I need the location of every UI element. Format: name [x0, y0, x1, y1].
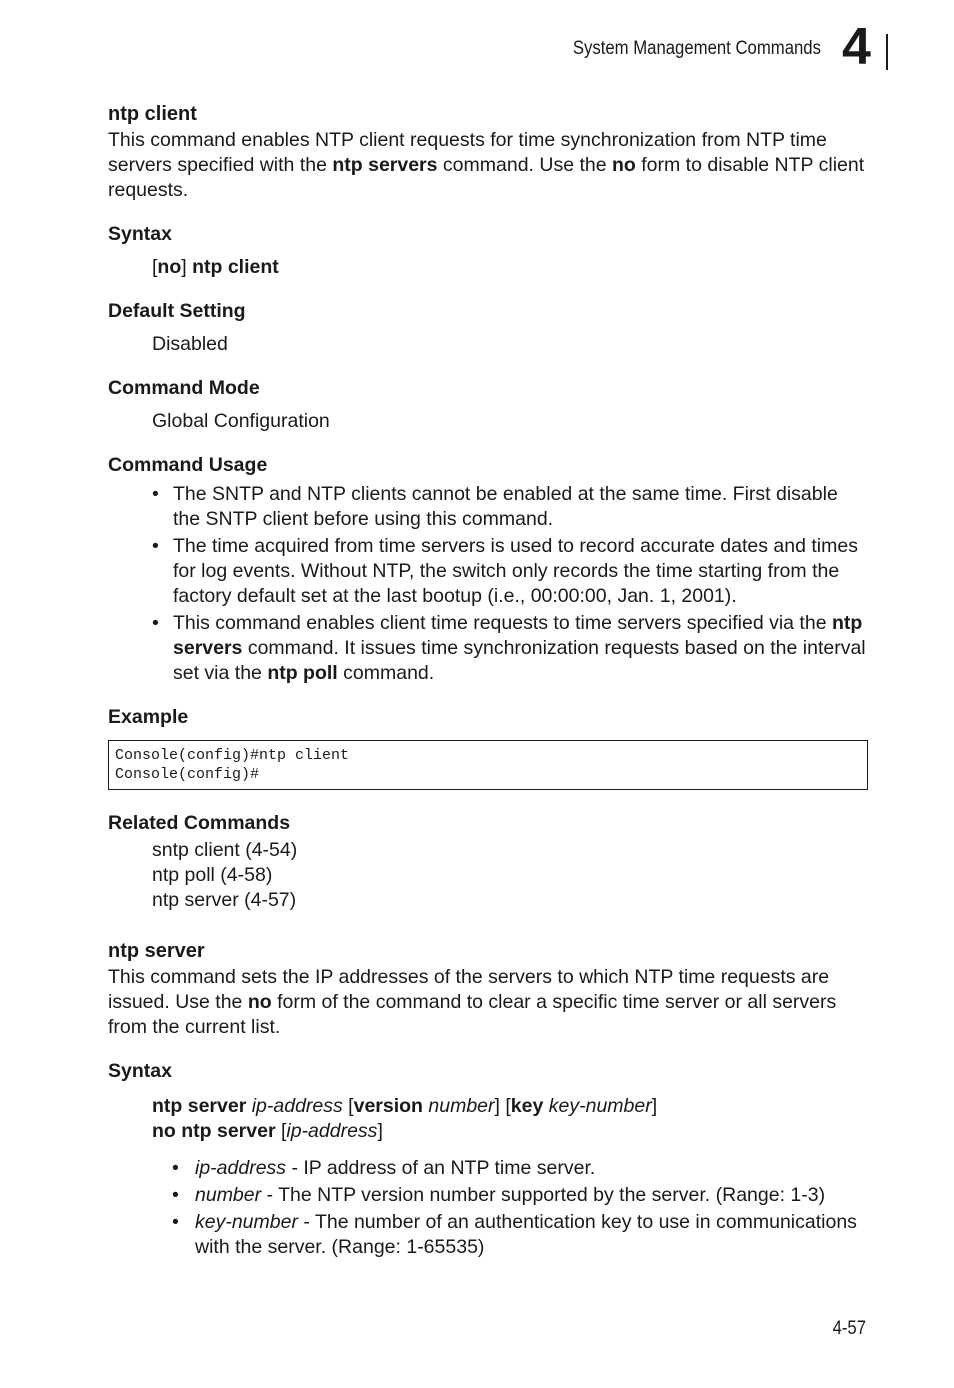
syntax-line: ntp server ip-address [version number] [key key-number]: [152, 1095, 658, 1117]
related-command-item: sntp client (4-54): [152, 839, 298, 861]
section-heading-ntp-server: ntp server: [108, 940, 205, 962]
list-item: • key-number - The number of an authentication key to use in communications with the server. (Range: 1-65535): [172, 1211, 857, 1258]
list-item: • ip-address - IP address of an NTP time server.: [172, 1157, 596, 1179]
related-command-item: ntp poll (4-58): [152, 864, 273, 886]
command-usage-label: Command Usage: [108, 454, 268, 476]
related-commands-label: Related Commands: [108, 812, 291, 834]
default-setting-value: Disabled: [152, 333, 228, 355]
ntp-server-description: This command sets the IP addresses of the servers to which NTP time requests are issued. Use the no form of the command to clear a specific time server or all servers from the current list.: [108, 966, 837, 1038]
related-commands-list: [152, 838, 868, 913]
section-heading-ntp-client: ntp client: [108, 103, 197, 125]
syntax-block: [152, 1094, 868, 1144]
parameter-list: [108, 1156, 868, 1260]
running-header-title: System Management Commands: [572, 38, 821, 59]
chapter-divider: [886, 34, 888, 70]
ntp-client-description: This command enables NTP client requests for time synchronization from NTP time servers specified with the ntp servers command. Use the no form to disable NTP client requests.: [108, 129, 865, 201]
list-item: • The SNTP and NTP clients cannot be enabled at the same time. First disable the SNTP client before using this command.: [152, 483, 838, 530]
chapter-number: 4: [842, 18, 871, 76]
default-setting-label: Default Setting: [108, 300, 246, 322]
command-mode-value: Global Configuration: [152, 410, 330, 432]
code-line: Console(config)#ntp client: [115, 747, 350, 764]
code-line: Console(config)#: [115, 766, 260, 783]
list-item: • number - The NTP version number supported by the server. (Range: 1-3): [172, 1184, 826, 1206]
command-usage-list: [108, 482, 868, 686]
syntax-label: Syntax: [108, 1060, 172, 1082]
example-label: Example: [108, 706, 189, 728]
command-mode-label: Command Mode: [108, 377, 260, 399]
related-command-item: ntp server (4-57): [152, 889, 297, 911]
syntax-label: Syntax: [108, 223, 172, 245]
list-item: • The time acquired from time servers is used to record accurate dates and times for log events. Without NTP, the switch only records the time starting from the factory default set at the last bootup (i.e., 00:00:00, Jan. 1, 2001).: [152, 535, 858, 607]
example-code-box: [108, 740, 868, 790]
syntax-line: no ntp server [ip-address]: [152, 1120, 383, 1142]
list-item: • This command enables client time requests to time servers specified via the ntp servers command. It issues time synchronization requests based on the interval set via the ntp poll command.: [152, 612, 866, 684]
syntax-line: [no] ntp client: [152, 256, 279, 278]
page-content: [108, 100, 868, 1262]
page-number: 4-57: [832, 1318, 866, 1339]
